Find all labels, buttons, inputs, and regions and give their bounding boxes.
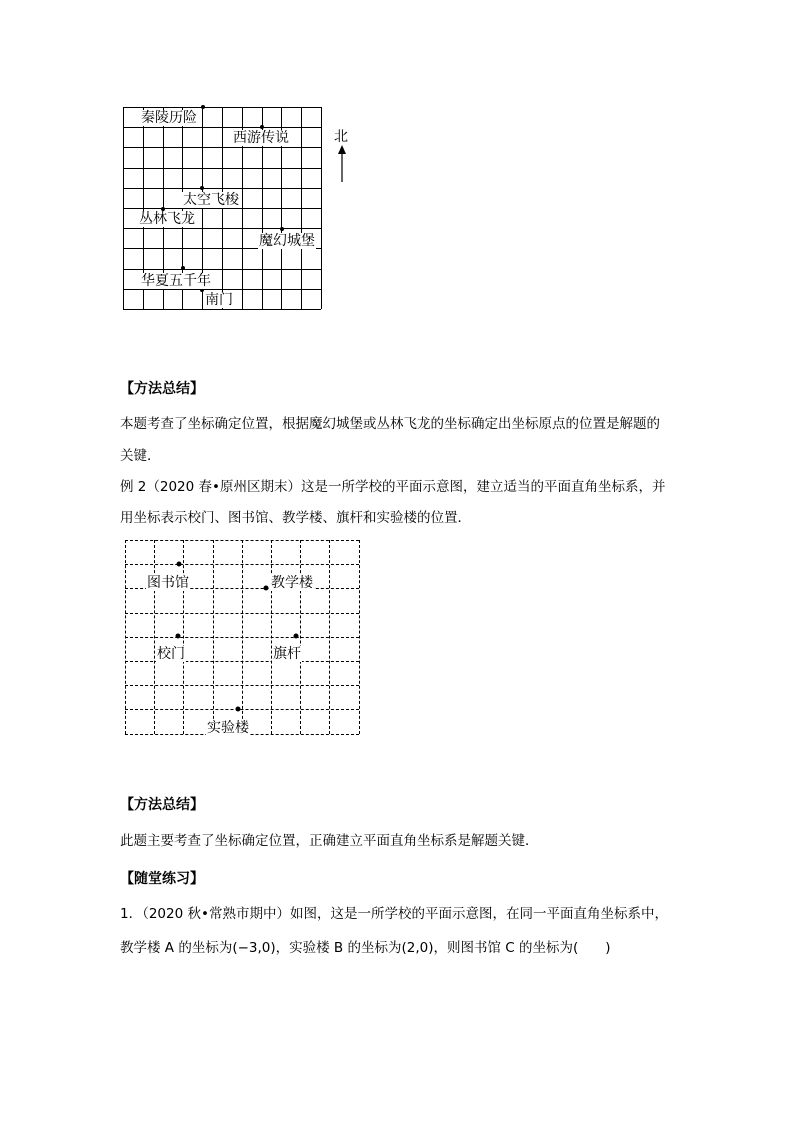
- map2-point: [236, 707, 241, 712]
- map1-hline: [123, 147, 321, 148]
- map2-label-flag: 旗杆: [273, 646, 301, 662]
- north-arrow-icon: [336, 145, 348, 183]
- map2-point: [264, 586, 269, 591]
- map2-vline: [213, 540, 214, 734]
- summary2-heading: 【方法总结】: [120, 797, 204, 813]
- map2-vline: [242, 540, 243, 734]
- map2-hline: [125, 588, 359, 589]
- map2-hline: [125, 637, 359, 638]
- north-label: 北: [334, 129, 348, 145]
- map2-hline: [125, 661, 359, 662]
- map1-hline: [123, 127, 321, 128]
- map1-hline: [123, 208, 321, 209]
- map1-hline: [123, 309, 321, 310]
- map1-point: [201, 105, 205, 109]
- map2-hline: [125, 613, 359, 614]
- map1-label-mohuan: 魔幻城堡: [259, 233, 315, 249]
- practice-line2: 教学楼 A 的坐标为(−3,0)，实验楼 B 的坐标为(2,0)，则图书馆 C 的坐标为( ): [120, 940, 611, 956]
- map1-label-huaxia: 华夏五千年: [141, 273, 211, 289]
- example2-line2: 用坐标表示校门、图书馆、教学楼、旗杆和实验楼的位置．: [120, 510, 471, 526]
- map2-hline: [125, 564, 359, 565]
- summary1-line1: 本题考查了坐标确定位置，根据魔幻城堡或丛林飞龙的坐标确定出坐标原点的位置是解题的: [120, 416, 660, 432]
- map2-vline: [154, 540, 155, 734]
- practice-heading: 【随堂练习】: [120, 871, 204, 887]
- map1-figure: [0, 0, 794, 330]
- map1-label-qinling: 秦陵历险: [141, 110, 197, 126]
- map2-hline: [125, 734, 359, 735]
- map2-label-library: 图书馆: [147, 575, 189, 591]
- map1-point: [260, 125, 264, 129]
- map1-point: [280, 227, 284, 231]
- map1-hline: [123, 228, 321, 229]
- map2-vline: [300, 540, 301, 734]
- practice-line1: 1．（2020 秋•常熟市期中）如图，这是一所学校的平面示意图，在同一平面直角坐标系中，: [120, 906, 668, 922]
- summary1-heading: 【方法总结】: [120, 381, 204, 397]
- map1-label-taikong: 太空飞梭: [183, 192, 239, 208]
- map1-point: [200, 186, 204, 190]
- map1-hline: [123, 168, 321, 169]
- map2-label-teaching: 教学楼: [271, 575, 313, 591]
- map2-point: [176, 634, 181, 639]
- map2-vline: [329, 540, 330, 734]
- map2-hline: [125, 709, 359, 710]
- map2-vline: [125, 540, 126, 734]
- map2-vline: [359, 540, 360, 734]
- map1-label-nanmen: 南门: [205, 292, 233, 308]
- map2-point: [177, 562, 182, 567]
- map2-vline: [271, 540, 272, 734]
- map1-label-conglin: 丛林飞龙: [139, 211, 195, 227]
- example2-line1: 例 2（2020 春•原州区期末）这是一所学校的平面示意图，建立适当的平面直角坐标系，并: [120, 479, 666, 495]
- map2-label-lab: 实验楼: [207, 720, 249, 736]
- map1-hline: [123, 188, 321, 189]
- map1-point: [181, 266, 185, 270]
- map1-label-xiyou: 西游传说: [233, 130, 289, 146]
- map1-hline: [123, 107, 321, 108]
- summary1-line2: 关键．: [120, 448, 161, 464]
- map2-label-gate: 校门: [157, 646, 185, 662]
- map2-hline: [125, 540, 359, 541]
- map2-hline: [125, 685, 359, 686]
- map2-point: [294, 634, 299, 639]
- summary2-line1: 此题主要考查了坐标确定位置，正确建立平面直角坐标系是解题关键．: [120, 833, 539, 849]
- map1-hline: [123, 269, 321, 270]
- map2-vline: [183, 540, 184, 734]
- map1-vline: [321, 107, 322, 309]
